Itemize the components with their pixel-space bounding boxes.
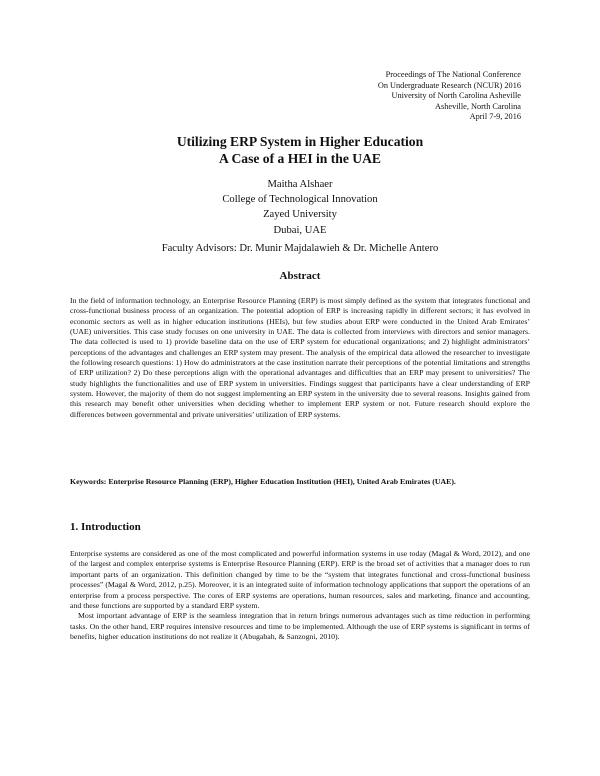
proceedings-line: April 7-9, 2016 xyxy=(469,112,521,122)
author-block xyxy=(0,177,600,238)
title-line-1: Utilizing ERP System in Higher Education xyxy=(176,134,424,149)
proceedings-header xyxy=(261,70,521,123)
introduction-paragraph-2: Most important advantage of ERP is the seamless integration that in return brings numerous advantages such as time reduction in performing tasks. On the other hand, ERP requires intensive resources and time to be implemented. Although the use of ERP systems is significant in terms of benefits, higher education institutions do not realize it (Abugabah, & Sanzogni, 2010). xyxy=(70,611,530,642)
title-line-2: A Case of a HEI in the UAE xyxy=(218,151,381,166)
introduction-body xyxy=(70,549,530,643)
paper-title xyxy=(0,133,600,167)
proceedings-line: University of North Carolina Asheville xyxy=(391,91,521,101)
author-name: Maitha Alshaer xyxy=(267,179,333,190)
author-location: Dubai, UAE xyxy=(273,224,327,236)
proceedings-line: Proceedings of The National Conference xyxy=(385,70,521,79)
keywords: Keywords: Enterprise Resource Planning (ERP), Higher Education Institution (HEI), United Arab Emirates (UAE). xyxy=(70,477,456,486)
author-college: College of Technological Innovation xyxy=(222,194,378,206)
proceedings-line: Asheville, North Carolina xyxy=(435,101,521,111)
introduction-paragraph-1: Enterprise systems are considered as one of the most complicated and powerful information systems in use today (Magal & Word, 2012), and one of the largest and complex enterprise systems is Enterprise Resource Planning (ERP). ERP is the broad set of activities that a manager does to run important parts of an organization. This definition changed by time to be the “system that integrates functional and cross-functional business processes” (Magal & Word, 2012, p.25). Moreover, it is an integrated suite of information technology applications that support the operations of an enterprise from a process perspective. The cores of ERP systems are operations, human resources, sales and marketing, finance and accounting, and these functions are supported by a standard ERP system. xyxy=(70,549,530,611)
section-heading-introduction: 1. Introduction xyxy=(70,521,141,533)
abstract-heading: Abstract xyxy=(279,270,321,282)
faculty-advisors: Faculty Advisors: Dr. Munir Majdalawieh & Dr. Michelle Antero xyxy=(161,243,439,254)
author-university: Zayed University xyxy=(263,209,337,221)
proceedings-line: On Undergraduate Research (NCUR) 2016 xyxy=(377,80,521,90)
abstract-text: In the field of information technology, an Enterprise Resource Planning (ERP) is most simply defined as the system that integrates functional and cross-functional business process of an organization. The potential adoption of ERP is increasing rapidly in different sectors; it has evolved in economic sectors as well as in higher education institutions (HEIs), but few studies about ERP were conducted in the United Arab Emirates’ (UAE) universities. This case study focuses on one university in UAE. The data is collected from interviews with directors and senior managers. The data collected is used to 1) provide baseline data on the use of ERP system for educational organizations; and 2) highlight administrators’ perceptions of the advantages and challenges an ERP system may present. The analysis of the empirical data allowed the researcher to investigate the following research questions: 1) How do administrators at the case institution narrate their perceptions of the potential limitations and strengths of ERP utilization? 2) Do these perceptions align with the operational advantages and difficulties that an ERP may present to universities? The study highlights the functionalities and use of ERP system in universities. Findings suggest that participants have a clear understanding of ERP system. However, the majority of them do not suggest implementing an ERP system in the university due to several reasons. Insights gained from this research may benefit other universities when deciding whether to implement ERP system or not. Future research should explore the differences between governmental and private universities’ utilization of ERP systems. xyxy=(70,296,530,419)
